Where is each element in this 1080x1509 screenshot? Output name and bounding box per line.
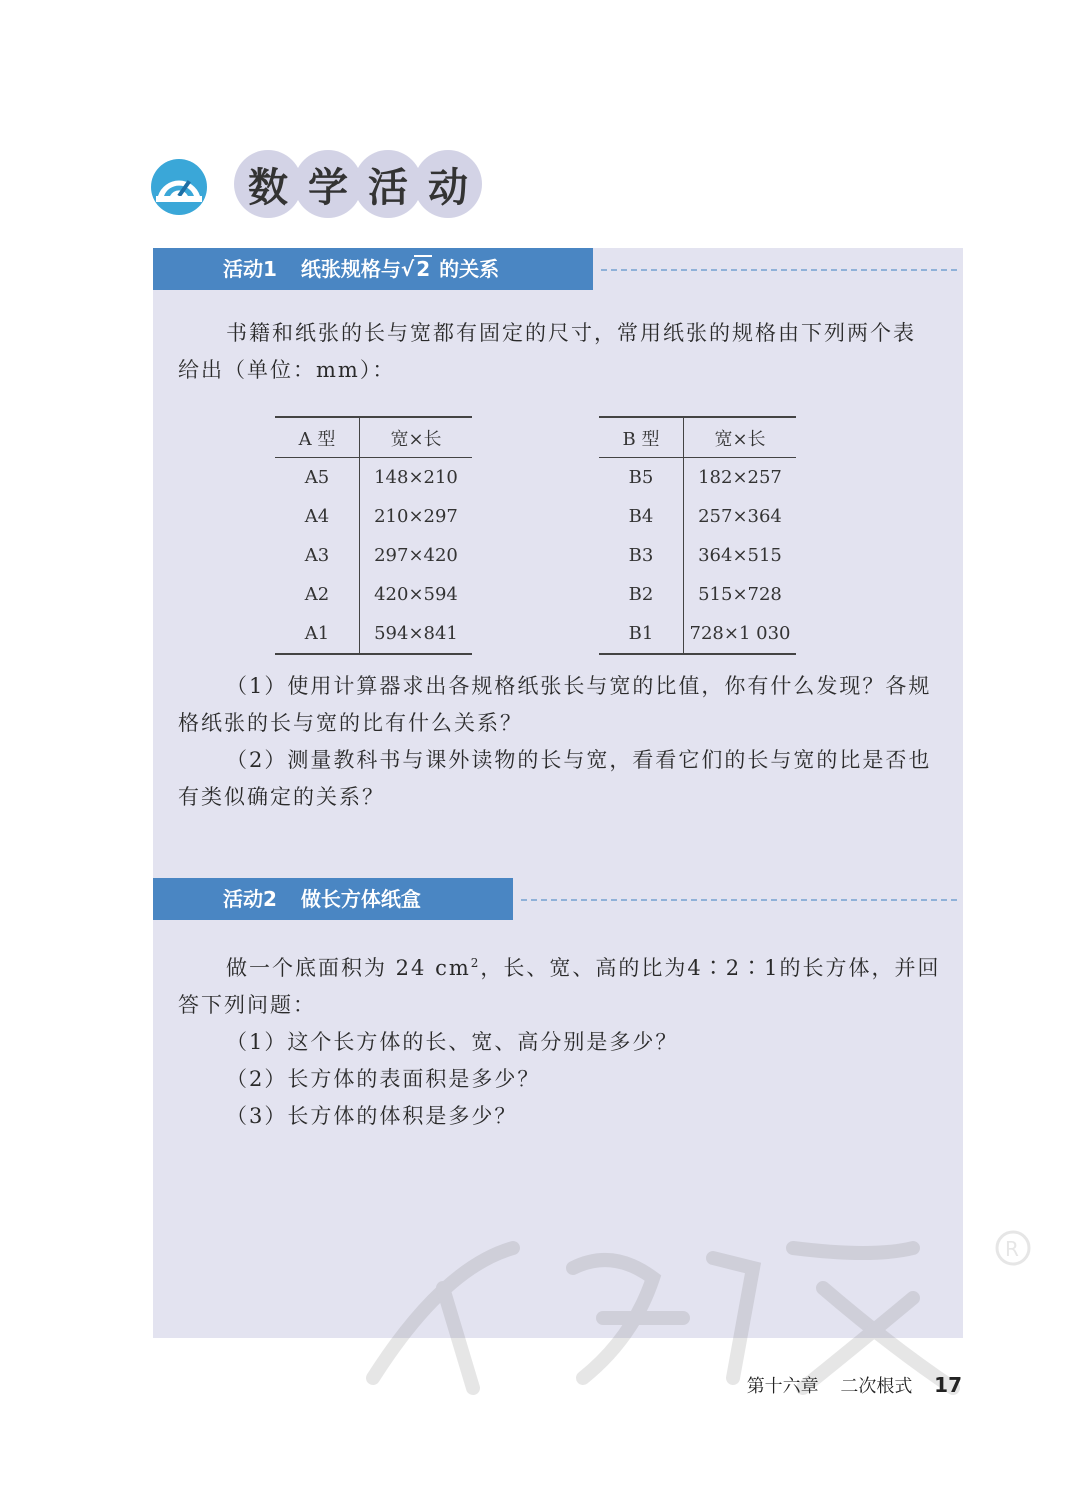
table-row — [275, 575, 472, 614]
column-header: B 型 — [599, 417, 684, 458]
text-span: ，长、宽、高的比为4∶2∶1的长方体，并回 — [480, 956, 941, 980]
table-row — [275, 497, 472, 536]
table-header-row — [599, 417, 796, 458]
activity-panel — [153, 248, 1019, 1338]
activity1-title-suffix: 的关系 — [439, 257, 500, 281]
chapter-label: 第十六章 — [746, 1376, 819, 1397]
table-cell: 420×594 — [374, 584, 458, 605]
activity2-title: 做长方体纸盒 — [300, 887, 421, 911]
table-a — [275, 416, 472, 655]
chapter-topic: 二次根式 — [840, 1376, 913, 1397]
activity1-label: 活动1 — [223, 257, 277, 281]
table-cell: 148×210 — [374, 467, 458, 488]
superscript: 2 — [470, 956, 481, 970]
table-row — [599, 536, 796, 575]
table-cell: 210×297 — [374, 506, 458, 527]
table-cell: B3 — [599, 536, 684, 575]
table-row — [599, 614, 796, 654]
divider — [521, 899, 957, 901]
activity1-questions — [178, 668, 948, 816]
table-cell: 297×420 — [374, 545, 458, 566]
activity1-title-prefix: 纸张规格与 — [300, 257, 401, 281]
page-title — [234, 150, 474, 218]
table-header-row — [275, 417, 472, 458]
text-line — [178, 945, 948, 987]
column-header: A 型 — [275, 417, 360, 458]
table-cell: A4 — [275, 497, 360, 536]
gauge-logo-icon — [150, 158, 208, 216]
text-span: 做一个底面积为 24 cm — [226, 956, 471, 980]
page-number: 17 — [934, 1373, 962, 1397]
text-line: （2）测量教科书与课外读物的长与宽，看看它们的长与宽的比是否也 — [226, 748, 932, 772]
table-row — [275, 614, 472, 654]
table-cell: B5 — [599, 458, 684, 498]
text-line: （3）长方体的体积是多少？ — [226, 1104, 518, 1128]
divider — [601, 269, 957, 271]
text-line: 有类似确定的关系？ — [178, 785, 385, 809]
activity2-title-bar — [153, 878, 513, 920]
section-header — [150, 150, 750, 220]
sqrt-symbol: √ 2 — [400, 257, 431, 281]
activity2-content — [178, 945, 948, 1135]
table-row — [275, 458, 472, 498]
table-cell: B4 — [599, 497, 684, 536]
title-char: 动 — [414, 150, 482, 218]
table-cell: 257×364 — [698, 506, 782, 527]
table-row — [599, 575, 796, 614]
table-cell: A5 — [275, 458, 360, 498]
text-line: 答下列问题： — [178, 993, 316, 1017]
title-char: 活 — [354, 150, 422, 218]
text-line: （1）使用计算器求出各规格纸张长与宽的比值，你有什么发现？各规 — [226, 674, 932, 698]
activity2-label: 活动2 — [223, 887, 277, 911]
activity1-title-bar — [153, 248, 593, 290]
table-cell: A3 — [275, 536, 360, 575]
table-row — [599, 458, 796, 498]
text-line: （2）长方体的表面积是多少？ — [226, 1067, 541, 1091]
table-cell: 728×1 030 — [689, 623, 791, 644]
table-cell: 182×257 — [698, 467, 782, 488]
table-cell: A1 — [275, 614, 360, 654]
table-cell: A2 — [275, 575, 360, 614]
table-cell: 364×515 — [698, 545, 782, 566]
table-cell: 594×841 — [374, 623, 458, 644]
column-header: 宽×长 — [390, 428, 442, 450]
activity1-intro — [178, 315, 948, 389]
text-line: 书籍和纸张的长与宽都有固定的尺寸，常用纸张的规格由下列两个表 — [226, 321, 916, 345]
text-line: 给出（单位：mm）： — [178, 358, 396, 382]
table-row — [599, 497, 796, 536]
table-b — [599, 416, 796, 655]
column-header: 宽×长 — [714, 428, 766, 450]
svg-text:R: R — [1005, 1237, 1019, 1261]
table-cell: 515×728 — [698, 584, 782, 605]
table-row — [275, 536, 472, 575]
page-footer — [731, 1372, 962, 1398]
sqrt-radicand: 2 — [416, 257, 431, 281]
text-line: 格纸张的长与宽的比有什么关系？ — [178, 711, 523, 735]
text-line: （1）这个长方体的长、宽、高分别是多少？ — [226, 1030, 679, 1054]
title-char: 数 — [234, 150, 302, 218]
table-cell: B2 — [599, 575, 684, 614]
title-char: 学 — [294, 150, 362, 218]
table-cell: B1 — [599, 614, 684, 654]
